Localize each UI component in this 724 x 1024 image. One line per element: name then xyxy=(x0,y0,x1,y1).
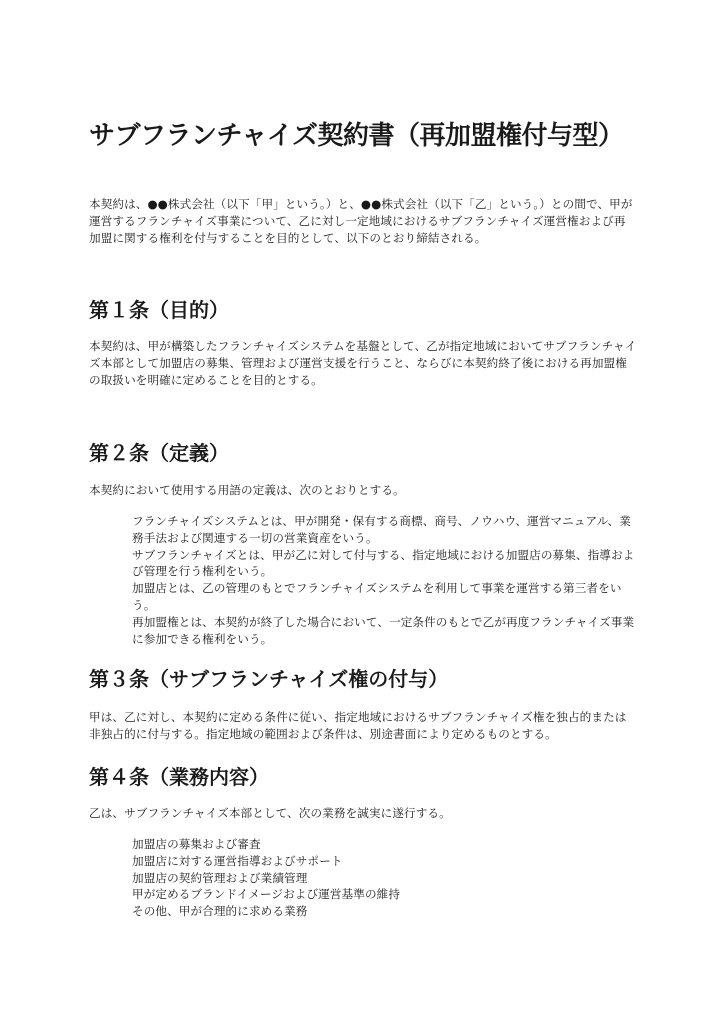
duty-item: その他、甲が合理的に求める業務 xyxy=(132,904,308,919)
definition-item: 加盟店とは、乙の管理のもとでフランチャイズシステムを利用して事業を運営する第三者をいう。 xyxy=(132,581,622,612)
duties-list xyxy=(132,836,640,920)
definition-item: サブフランチャイズとは、甲が乙に対して付与する、指定地域における加盟店の募集、指導および管理を行う権利をいう。 xyxy=(132,547,635,579)
article-3-body: 甲は、乙に対し、本契約に定める条件に従い、指定地域におけるサブフランチャイズ権を独占的または非独占的に付与する。指定地域の範囲および条件は、別途書面により定めるものとする。 xyxy=(89,710,627,741)
duty-item: 加盟店の契約管理および業績管理 xyxy=(132,870,308,885)
preamble-paragraph: 本契約は、●●株式会社（以下「甲」という。）と、●●株式会社（以下「乙」という。）との間で、甲が運営するフランチャイズ事業について、乙に対し一定地域におけるサブフランチャイズ運営権および再加盟に関する権利を付与することを目的として、以下のとおり締結される。 xyxy=(89,197,633,245)
article-4-heading: 第４条（業務内容） xyxy=(89,765,269,789)
duty-item: 加盟店に対する運営指導およびサポート xyxy=(132,853,343,868)
duty-item: 甲が定めるブランドイメージおよび運営基準の維持 xyxy=(132,887,401,902)
article-3-heading: 第３条（サブフランチャイズ権の付与） xyxy=(89,667,449,691)
article-2-heading: 第２条（定義） xyxy=(89,441,229,465)
definition-item: フランチャイズシステムとは、甲が開発・保有する商標、商号、ノウハウ、運営マニュアル、業務手法および関連する一切の営業資産をいう。 xyxy=(132,514,631,545)
article-2-body: 本契約において使用する用語の定義は、次のとおりとする。 xyxy=(89,483,405,497)
article-1-body: 本契約は、甲が構築したフランチャイズシステムを基盤として、乙が指定地域においてサブフランチャイズ本部として加盟店の募集、管理および運営支援を行うこと、ならびに本契約終了後における再加盟権の取扱いを明確に定めることを目的とする。 xyxy=(89,339,637,387)
article-1-heading: 第１条（目的） xyxy=(89,298,229,322)
definitions-list xyxy=(132,513,640,647)
duty-item: 加盟店の募集および審査 xyxy=(132,837,261,851)
article-4-body: 乙は、サブフランチャイズ本部として、次の業務を誠実に遂行する。 xyxy=(89,806,451,820)
definition-item: 再加盟権とは、本契約が終了した場合において、一定条件のもとで乙が再度フランチャイズ事業に参加できる権利をいう。 xyxy=(132,614,635,646)
document-title: サブフランチャイズ契約書（再加盟権付与型） xyxy=(89,121,624,151)
